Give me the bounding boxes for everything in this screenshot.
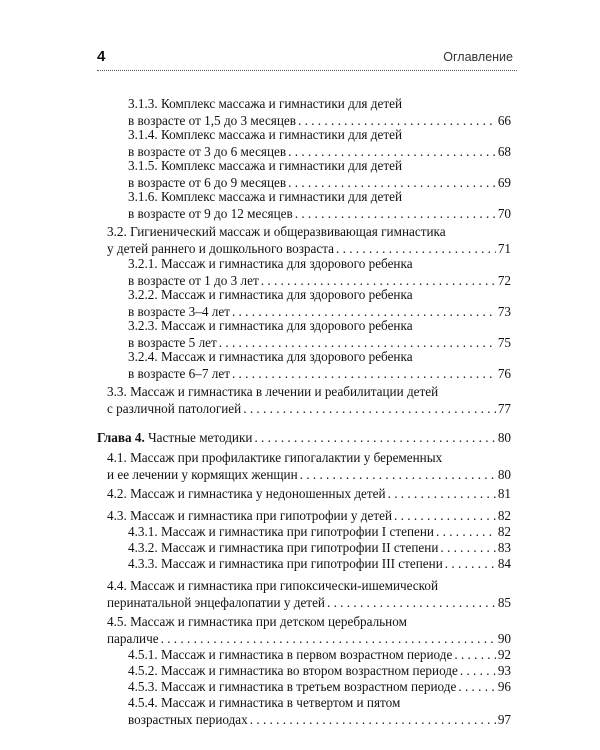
- toc-entry-title: 3.1.3. Комплекс массажа и гимнастики для детей: [128, 96, 403, 111]
- toc-page-number: 90: [497, 630, 511, 646]
- toc-page-number: 82: [497, 524, 511, 539]
- toc-entry-title-cont: в возрасте от 3 до 6 месяцев: [128, 143, 287, 159]
- leader-dots: [445, 556, 496, 573]
- toc-entry[interactable]: [107, 508, 511, 525]
- toc-entry-title: 3.2.2. Массаж и гимнастика для здорового ребенка: [128, 287, 413, 302]
- toc-entry-title-cont: в возрасте 3–4 лет: [128, 303, 230, 319]
- leader-dots: [460, 663, 496, 680]
- toc-page-number: 97: [497, 711, 511, 727]
- toc-entry-title: 3.2. Гигиенический массаж и общеразвивающая гимнастика: [107, 224, 446, 239]
- toc-entry[interactable]: [128, 349, 511, 382]
- leader-dots: [454, 647, 495, 664]
- toc-page-number: 84: [497, 556, 511, 571]
- toc-entry[interactable]: [107, 224, 511, 257]
- toc-page-number: 72: [497, 272, 511, 288]
- toc-page-number: 76: [497, 365, 511, 381]
- toc-page-number: 69: [497, 174, 511, 190]
- page-number: 4: [97, 48, 106, 65]
- toc-entry-title: 4.4. Массаж и гимнастика при гипоксически-ишемической: [107, 578, 439, 593]
- toc-entry-title: 4.1. Массаж при профилактике гипогалактии у беременных: [107, 450, 443, 465]
- toc-entry-title: 4.5.3. Массаж и гимнастика в третьем возрастном периоде: [128, 679, 457, 694]
- toc-page-number: 92: [497, 647, 511, 662]
- toc-entry-title-cont: у детей раннего и дошкольного возраста: [107, 240, 335, 256]
- leader-dots: [250, 712, 496, 729]
- toc-entry-title-cont: возрастных периодах: [128, 711, 248, 727]
- toc-entry-title: 4.3.3. Массаж и гимнастика при гипотрофии III степени: [128, 556, 443, 571]
- leader-dots: [327, 595, 496, 612]
- toc-page-number: 82: [497, 508, 511, 523]
- leader-dots: [458, 679, 495, 696]
- leader-dots: [388, 486, 496, 503]
- leader-dots: [394, 508, 496, 525]
- toc-entry-title: 3.1.6. Комплекс массажа и гимнастики для детей: [128, 189, 403, 204]
- toc-entry[interactable]: [128, 695, 511, 728]
- toc-page-number: 77: [497, 400, 511, 416]
- toc-entry[interactable]: [107, 578, 511, 611]
- toc-entry[interactable]: [128, 256, 511, 289]
- toc-entry[interactable]: [128, 540, 511, 557]
- toc-entry-title: 3.1.5. Комплекс массажа и гимнастики для детей: [128, 158, 403, 173]
- toc-page-number: 93: [497, 663, 511, 678]
- toc-entry[interactable]: [107, 486, 511, 503]
- toc-entry[interactable]: [128, 287, 511, 320]
- toc-page-number: 75: [497, 334, 511, 350]
- leader-dots: [232, 366, 496, 383]
- toc-page-number: 68: [497, 143, 511, 159]
- toc-entry[interactable]: [128, 318, 511, 351]
- toc-entry[interactable]: [128, 524, 511, 541]
- toc-entry[interactable]: [128, 663, 511, 680]
- toc-entry[interactable]: [128, 127, 511, 160]
- toc-entry-title-cont: в возрасте от 6 до 9 месяцев: [128, 174, 287, 190]
- toc-entry-title: 4.5.1. Массаж и гимнастика в первом возрастном периоде: [128, 647, 453, 662]
- toc-page-number: 96: [497, 679, 511, 694]
- toc-entry-title: 4.3.1. Массаж и гимнастика при гипотрофии I степени: [128, 524, 434, 539]
- toc-entry[interactable]: [107, 450, 511, 483]
- toc-chapter[interactable]: [97, 430, 511, 447]
- toc-page-number: 80: [497, 430, 511, 445]
- running-head: Оглавление: [443, 50, 513, 64]
- toc-entry-title: 4.2. Массаж и гимнастика у недоношенных детей: [107, 486, 386, 501]
- toc-page-number: 81: [497, 486, 511, 501]
- toc-entry-title-cont: перинатальной энцефалопатии у детей: [107, 594, 325, 610]
- leader-dots: [161, 631, 496, 648]
- toc-page-number: 83: [497, 540, 511, 555]
- toc-entry-title: 4.5.4. Массаж и гимнастика в четвертом и пятом: [128, 695, 401, 710]
- toc-page-number: 66: [497, 112, 511, 128]
- leader-dots: [300, 467, 496, 484]
- toc-entry-title-cont: параличе: [107, 630, 159, 646]
- toc-page-number: 71: [497, 240, 511, 256]
- toc-entry-title-cont: с различной патологией: [107, 400, 242, 416]
- toc-entry-title: 3.2.3. Массаж и гимнастика для здорового ребенка: [128, 318, 413, 333]
- toc-entry[interactable]: [128, 96, 511, 129]
- toc-entry[interactable]: [128, 158, 511, 191]
- leader-dots: [243, 401, 496, 418]
- toc-entry-title-cont: в возрасте 6–7 лет: [128, 365, 230, 381]
- toc-entry-title: 3.2.1. Массаж и гимнастика для здорового ребенка: [128, 256, 413, 271]
- toc-entry[interactable]: [107, 384, 511, 417]
- toc-page-number: 73: [497, 303, 511, 319]
- toc-entry-title: 4.5. Массаж и гимнастика при детском церебральном: [107, 614, 407, 629]
- toc-entry[interactable]: [128, 556, 511, 573]
- toc-entry-title-cont: в возрасте от 1 до 3 лет: [128, 272, 259, 288]
- toc-page-number: 70: [497, 205, 511, 221]
- toc-entry-title: 4.3.2. Массаж и гимнастика при гипотрофии II степени: [128, 540, 439, 555]
- chapter-title: Частные методики: [148, 430, 253, 445]
- toc-entry-title: 4.5.2. Массаж и гимнастика во втором возрастном периоде: [128, 663, 458, 678]
- toc-entry-title: 3.3. Массаж и гимнастика в лечении и реабилитации детей: [107, 384, 439, 399]
- toc-entry[interactable]: [128, 189, 511, 222]
- header-rule: [97, 70, 517, 71]
- toc-entry-title: 3.2.4. Массаж и гимнастика для здорового ребенка: [128, 349, 413, 364]
- leader-dots: [254, 430, 495, 447]
- toc-entry[interactable]: [128, 679, 511, 696]
- toc-entry-title-cont: и ее лечении у кормящих женщин: [107, 466, 298, 482]
- chapter-label: Глава 4.: [97, 430, 145, 445]
- toc-entry-title: 4.3. Массаж и гимнастика при гипотрофии у детей: [107, 508, 393, 523]
- toc-page-number: 80: [497, 466, 511, 482]
- toc-entry-title-cont: в возрасте от 1,5 до 3 месяцев: [128, 112, 297, 128]
- page-header: [97, 48, 517, 68]
- toc-entry-title-cont: в возрасте от 9 до 12 месяцев: [128, 205, 293, 221]
- toc-entry-title-cont: в возрасте 5 лет: [128, 334, 217, 350]
- toc-entry[interactable]: [107, 614, 511, 647]
- toc-entry[interactable]: [128, 647, 511, 664]
- toc-entry-title: 3.1.4. Комплекс массажа и гимнастики для детей: [128, 127, 403, 142]
- leader-dots: [436, 524, 496, 541]
- leader-dots: [295, 206, 496, 223]
- leader-dots: [440, 540, 495, 557]
- leader-dots: [336, 241, 496, 258]
- toc-page-number: 85: [497, 594, 511, 610]
